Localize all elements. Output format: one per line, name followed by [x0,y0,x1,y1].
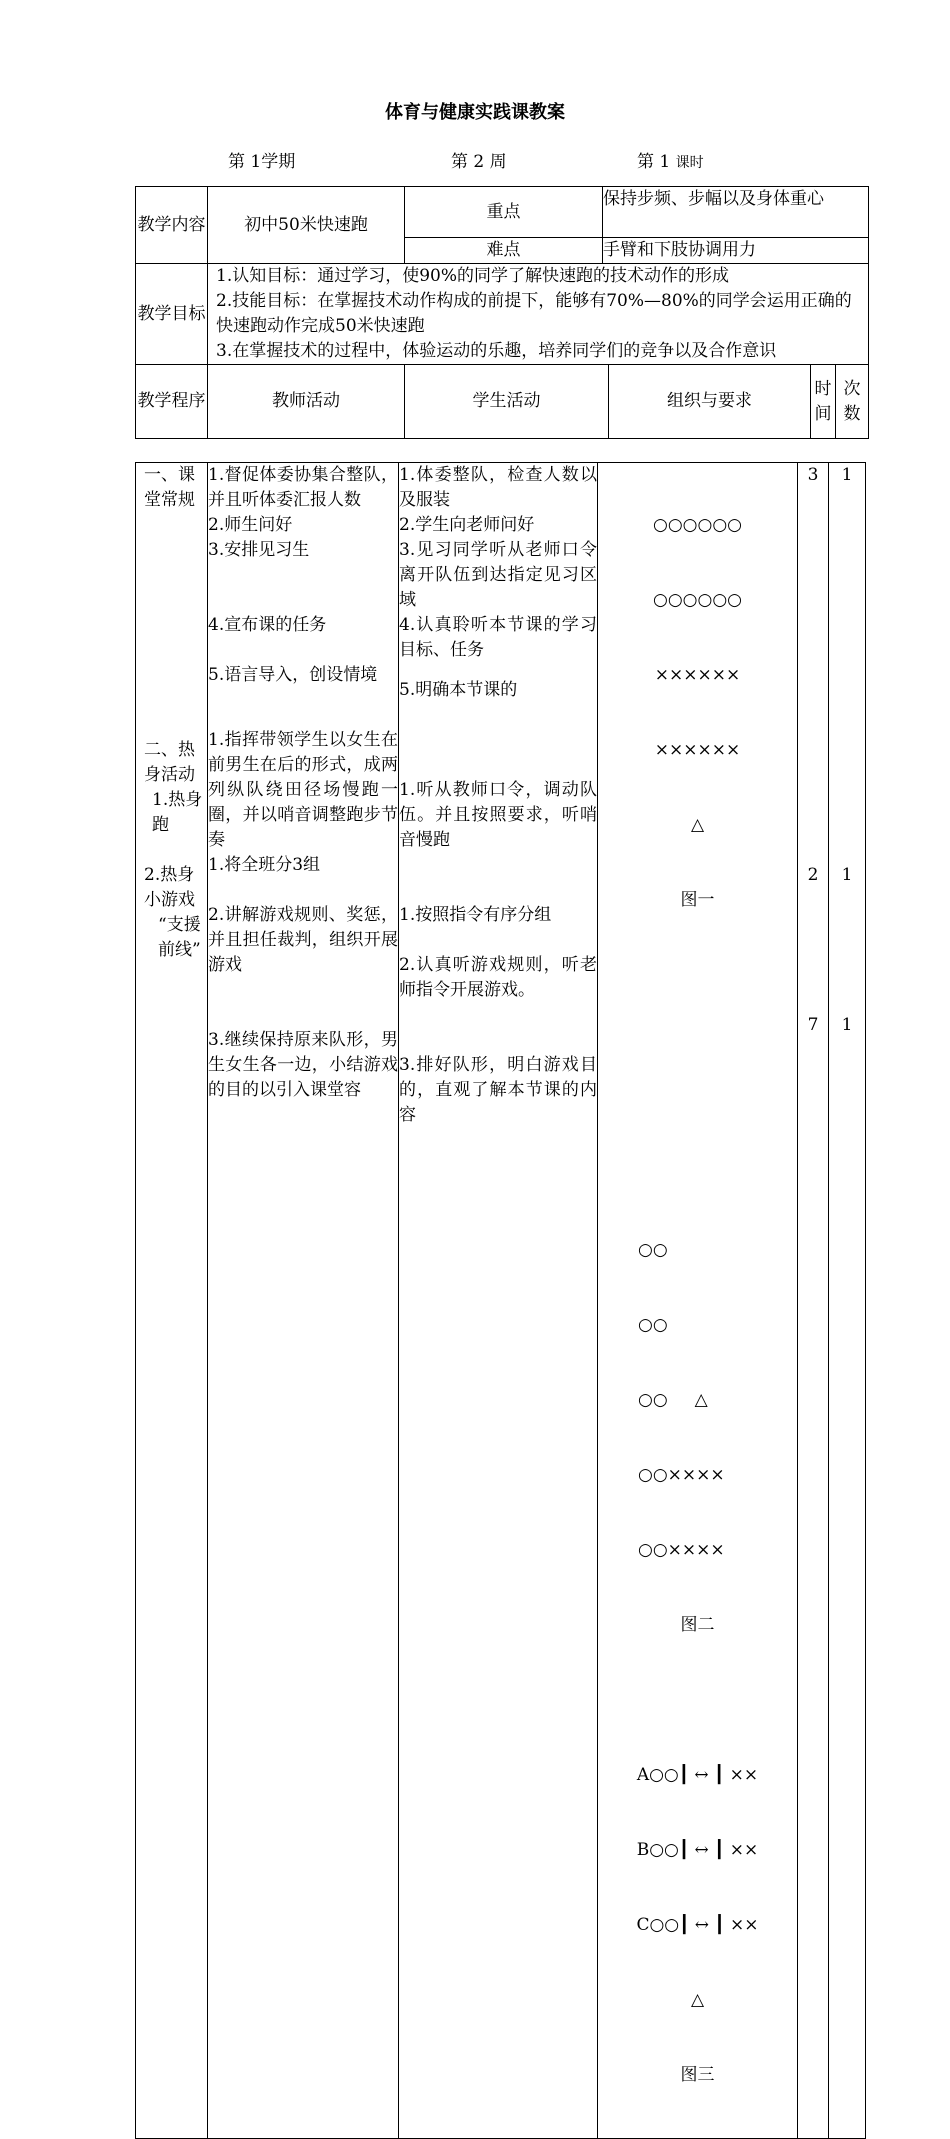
teacher-item: 1.将全班分3组 [208,855,321,875]
fig2-row: ○○×××× [638,1465,725,1485]
teacher-item: 2.师生问好 [208,515,293,535]
teacher-item: 3.安排见习生 [208,540,310,560]
col-count: 次数 [836,365,869,439]
student-item: 5.明确本节课的 [399,680,518,700]
student-column [399,463,598,2139]
count-value: 1 [841,465,853,485]
fig3-row: △ [690,1990,705,2010]
goals-cell [208,264,869,365]
student-item: 1.听从教师口令，调动队伍。并且按照要求，听哨音慢跑 [399,780,597,850]
fig2-row: ○○ [638,1315,668,1335]
stage-game-name: “支援前线” [158,915,201,960]
col-time: 时间 [811,365,836,439]
teacher-item: 1.督促体委协集合整队，并且听体委汇报人数 [208,465,398,510]
stage-warmup-game: 2.热身小游戏 [144,865,195,910]
difficulty-label: 难点 [405,238,603,264]
fig1-row: ○○○○○○ [652,590,742,610]
col-student: 学生活动 [405,365,609,439]
count-value: 1 [841,865,853,885]
organization-column [598,463,798,2139]
time-column [798,463,829,2139]
teacher-item: 1.指挥带领学生以女生在前男生在后的形式，成两列纵队绕田径场慢跑一圈，并以哨音调整跑步节奏 [208,730,398,850]
goal-item: 3.在掌握技术的过程中，体验运动的乐趣，培养同学们的竞争以及合作意识 [216,341,777,361]
fig2-label: 图二 [680,1615,715,1635]
fig2-row: ○○ [638,1240,668,1260]
fig1-row: ○○○○○○ [652,515,742,535]
count-column [829,463,866,2139]
content-label: 教学内容 [136,187,208,264]
count-value: 1 [841,1015,853,1035]
goals-label: 教学目标 [136,264,208,365]
difficulty-value: 手臂和下肢协调用力 [603,238,869,264]
semester-label: 第 1学期 [228,152,296,172]
teacher-item: 5.语言导入，创设情境 [208,665,378,685]
col-procedure: 教学程序 [136,365,208,439]
page-title: 体育与健康实践课教案 [385,102,565,123]
key-value: 保持步频、步幅以及身体重心 [603,187,869,238]
fig3-label: 图三 [680,2065,715,2085]
time-value: 7 [807,1015,819,1035]
student-item: 3.排好队形，明白游戏目的，直观了解本节课的内容 [399,1055,597,1125]
student-item: 3.见习同学听从老师口令离开队伍到达指定见习区域 [399,540,597,610]
stage-column [136,463,208,2139]
info-table [135,186,869,439]
lesson-prefix: 第 1 [637,152,671,172]
fig3-row: B○○┃ ↔ ┃ ×× [636,1840,759,1860]
fig1-row: ×××××× [654,740,741,760]
stage-warmup: 二、热身活动 [144,740,195,785]
fig3-row: A○○┃ ↔ ┃ ×× [636,1765,759,1785]
time-value: 2 [807,865,819,885]
fig1-label: 图一 [680,890,715,910]
fig2-row: ○○ △ [638,1390,708,1410]
teacher-item: 2.讲解游戏规则、奖惩，并且担任裁判，组织开展游戏 [208,905,398,975]
lesson-label [637,150,704,175]
fig2-row: ○○×××× [638,1540,725,1560]
teacher-column [208,463,399,2139]
student-item: 2.学生向老师问好 [399,515,535,535]
goal-item: 1.认知目标：通过学习，使90%的同学了解快速跑的技术动作的形成 [216,266,730,286]
time-value: 3 [807,465,819,485]
content-value: 初中50米快速跑 [208,187,405,264]
student-item: 1.按照指令有序分组 [399,905,552,925]
key-label [405,187,603,238]
col-organization: 组织与要求 [609,365,811,439]
col-teacher: 教师活动 [208,365,405,439]
student-item: 4.认真聆听本节课的学习目标、任务 [399,615,597,660]
week-label: 第 2 周 [451,152,507,172]
stage-classroom: 一、课堂常规 [144,465,195,510]
teacher-item: 3.继续保持原来队形，男生女生各一边，小结游戏的目的以引入课堂容 [208,1030,398,1100]
fig1-row: △ [690,815,705,835]
goal-item: 2.技能目标：在掌握技术动作构成的前提下，能够有70%—80%的同学会运用正确的快速跑动作完成50米快速跑 [216,291,852,336]
stage-warmup-run: 1.热身跑 [152,790,203,835]
student-item: 1.体委整队，检查人数以及服装 [399,465,597,510]
lesson-suffix: 课时 [675,155,704,171]
teacher-item: 4.宣布课的任务 [208,615,327,635]
procedure-table [135,462,866,2139]
key-label-text: 重点 [486,201,521,222]
student-item: 2.认真听游戏规则，听老师指令开展游戏。 [399,955,597,1000]
fig3-row: C○○┃ ↔ ┃ ×× [636,1915,759,1935]
fig1-row: ×××××× [654,665,741,685]
